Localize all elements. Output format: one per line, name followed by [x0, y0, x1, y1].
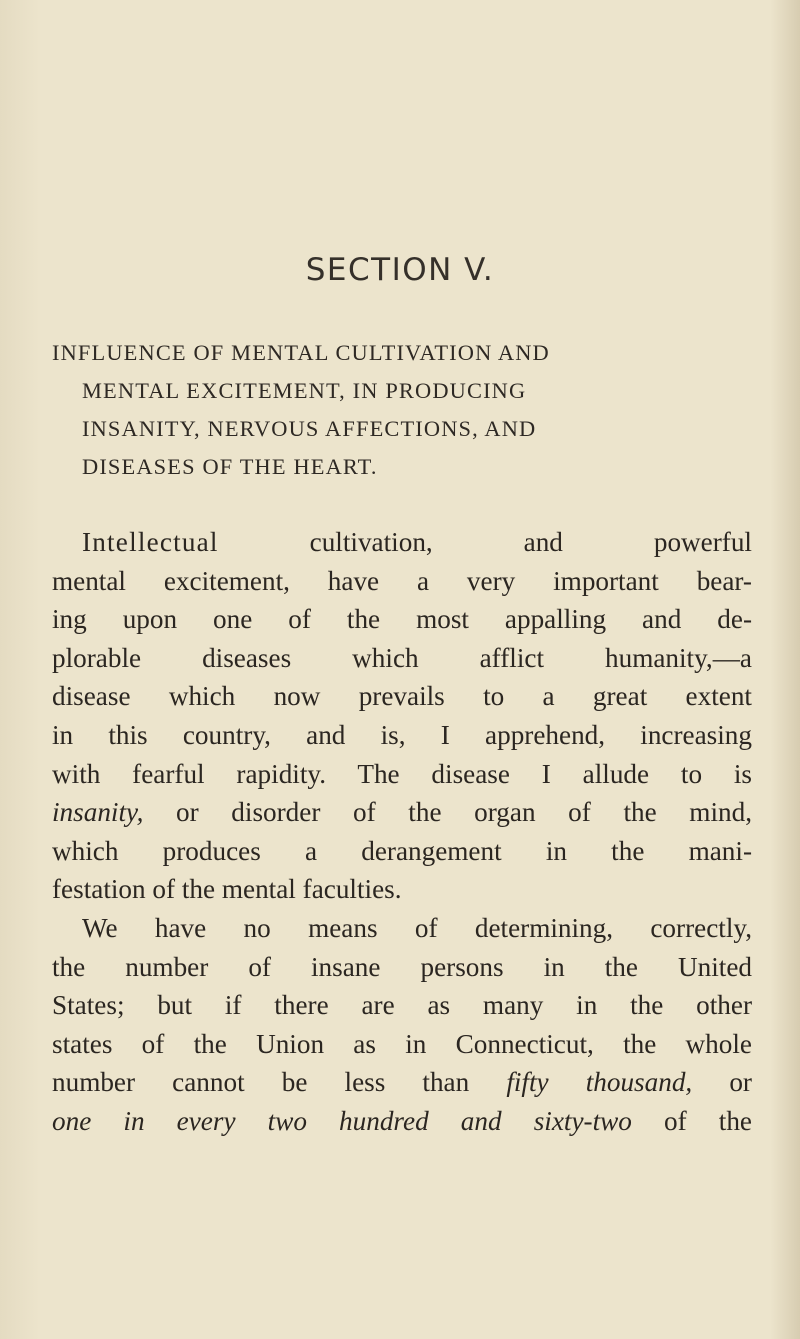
paragraph-1-line-2: mental excitement, have a very important bear-	[52, 565, 752, 596]
paragraph-1-line-10: festation of the mental faculties.	[52, 874, 402, 905]
italic-ratio: one in every two hundred and sixty-two	[52, 1105, 632, 1136]
paragraph-1-line-1-rest: cultivation, and powerful	[218, 527, 752, 557]
paragraph-2-line-4: states of the Union as in Connecticut, the whole	[52, 1028, 752, 1059]
paragraph-2-line-5-rest: or	[692, 1067, 752, 1098]
paragraph-1-line-4: plorable diseases which afflict humanity,—a	[52, 642, 752, 673]
paragraph-1-line-6: in this country, and is, I apprehend, increasing	[52, 719, 752, 750]
subheading-line-3: INSANITY, NERVOUS AFFECTIONS, AND	[82, 416, 537, 441]
body-text	[52, 523, 752, 1141]
paragraph-1-line-7: with fearful rapidity. The disease I allude to is	[52, 758, 752, 789]
paragraph-2-line-2: the number of insane persons in the United	[52, 951, 752, 982]
subheading-line-4: DISEASES OF THE HEART.	[82, 454, 378, 479]
paragraph-1-line-8	[52, 793, 752, 832]
italic-insanity: insanity,	[52, 797, 144, 828]
paragraph-2-line-3: States; but if there are as many in the other	[52, 990, 752, 1021]
paragraph-1-line-8-rest: or disorder of the organ of the mind,	[143, 797, 752, 828]
paragraph-2-line-6-rest: of the	[631, 1105, 752, 1136]
subheading-line-2: MENTAL EXCITEMENT, IN PRODUCING	[82, 378, 527, 403]
paragraph-1-line-1	[52, 523, 752, 562]
paragraph-1-line-9: which produces a derangement in the mani-	[52, 835, 752, 866]
italic-fifty-thousand: fifty thousand,	[506, 1067, 693, 1098]
lead-word: Intellectual	[82, 527, 219, 557]
paragraph-2-line-5-text: number cannot be less than	[52, 1067, 507, 1098]
paragraph-1-line-5: disease which now prevails to a great extent	[52, 681, 752, 712]
paragraph-2-line-1: We have no means of determining, correctly,	[82, 912, 752, 943]
paragraph-2-line-5	[52, 1063, 752, 1102]
paragraph-1-line-3: ing upon one of the most appalling and de-	[52, 604, 752, 635]
section-heading: SECTION V.	[305, 252, 495, 288]
subheading-line-1: INFLUENCE OF MENTAL CULTIVATION AND	[52, 340, 550, 365]
paragraph-2-line-6	[52, 1102, 752, 1141]
section-subheading	[52, 334, 752, 486]
